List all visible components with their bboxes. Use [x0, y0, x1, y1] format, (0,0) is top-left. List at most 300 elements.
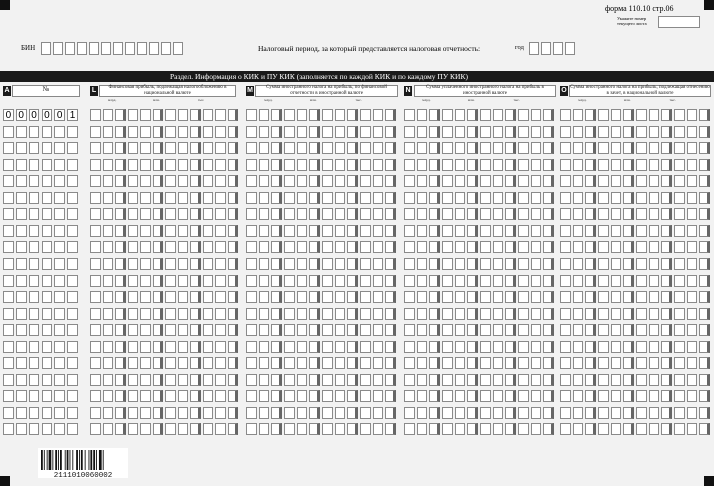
- amount-digit-cell[interactable]: [103, 175, 114, 187]
- row-number-cell[interactable]: 0: [3, 109, 14, 121]
- amount-digit-cell[interactable]: [623, 192, 634, 204]
- amount-digit-cell[interactable]: [322, 341, 333, 353]
- amount-digit-cell[interactable]: [573, 390, 584, 402]
- amount-digit-cell[interactable]: [429, 241, 440, 253]
- amount-digit-cell[interactable]: [442, 142, 453, 154]
- amount-digit-cell[interactable]: [115, 126, 126, 138]
- amount-digit-cell[interactable]: [309, 241, 320, 253]
- amount-digit-cell[interactable]: [611, 324, 622, 336]
- amount-digit-cell[interactable]: [480, 159, 491, 171]
- amount-digit-cell[interactable]: [165, 374, 176, 386]
- amount-digit-cell[interactable]: [543, 390, 554, 402]
- row-number-cell[interactable]: [16, 258, 27, 270]
- amount-digit-cell[interactable]: [623, 126, 634, 138]
- amount-digit-cell[interactable]: [623, 258, 634, 270]
- amount-digit-cell[interactable]: [284, 241, 295, 253]
- amount-digit-cell[interactable]: [429, 324, 440, 336]
- amount-digit-cell[interactable]: [560, 192, 571, 204]
- amount-digit-cell[interactable]: [178, 142, 189, 154]
- amount-digit-cell[interactable]: [404, 308, 415, 320]
- amount-digit-cell[interactable]: [322, 208, 333, 220]
- amount-digit-cell[interactable]: [543, 159, 554, 171]
- amount-digit-cell[interactable]: [598, 308, 609, 320]
- amount-digit-cell[interactable]: [467, 275, 478, 287]
- amount-digit-cell[interactable]: [271, 390, 282, 402]
- amount-digit-cell[interactable]: [455, 159, 466, 171]
- amount-digit-cell[interactable]: [165, 275, 176, 287]
- amount-digit-cell[interactable]: [585, 109, 596, 121]
- amount-digit-cell[interactable]: [360, 374, 371, 386]
- amount-digit-cell[interactable]: [455, 208, 466, 220]
- amount-digit-cell[interactable]: [347, 126, 358, 138]
- amount-digit-cell[interactable]: [178, 390, 189, 402]
- amount-digit-cell[interactable]: [215, 407, 226, 419]
- amount-digit-cell[interactable]: [543, 374, 554, 386]
- amount-digit-cell[interactable]: [687, 407, 698, 419]
- amount-digit-cell[interactable]: [649, 374, 660, 386]
- amount-digit-cell[interactable]: [429, 175, 440, 187]
- row-number-cell[interactable]: [16, 241, 27, 253]
- amount-digit-cell[interactable]: [259, 357, 270, 369]
- amount-digit-cell[interactable]: [335, 225, 346, 237]
- amount-digit-cell[interactable]: [649, 258, 660, 270]
- amount-digit-cell[interactable]: [215, 159, 226, 171]
- amount-digit-cell[interactable]: [598, 175, 609, 187]
- row-number-cell[interactable]: [29, 241, 40, 253]
- amount-digit-cell[interactable]: [385, 126, 396, 138]
- row-number-cell[interactable]: [54, 291, 65, 303]
- amount-digit-cell[interactable]: [493, 192, 504, 204]
- amount-digit-cell[interactable]: [203, 109, 214, 121]
- amount-digit-cell[interactable]: [573, 159, 584, 171]
- amount-digit-cell[interactable]: [153, 241, 164, 253]
- amount-digit-cell[interactable]: [518, 192, 529, 204]
- amount-digit-cell[interactable]: [531, 357, 542, 369]
- amount-digit-cell[interactable]: [335, 357, 346, 369]
- row-number-cell[interactable]: [16, 374, 27, 386]
- amount-digit-cell[interactable]: [115, 374, 126, 386]
- amount-digit-cell[interactable]: [271, 341, 282, 353]
- amount-digit-cell[interactable]: [417, 159, 428, 171]
- amount-digit-cell[interactable]: [493, 275, 504, 287]
- amount-digit-cell[interactable]: [505, 374, 516, 386]
- amount-digit-cell[interactable]: [467, 390, 478, 402]
- amount-digit-cell[interactable]: [531, 291, 542, 303]
- amount-digit-cell[interactable]: [467, 126, 478, 138]
- amount-digit-cell[interactable]: [360, 390, 371, 402]
- amount-digit-cell[interactable]: [297, 341, 308, 353]
- amount-digit-cell[interactable]: [687, 291, 698, 303]
- amount-digit-cell[interactable]: [442, 357, 453, 369]
- amount-digit-cell[interactable]: [228, 275, 239, 287]
- amount-digit-cell[interactable]: [347, 208, 358, 220]
- amount-digit-cell[interactable]: [228, 208, 239, 220]
- row-number-cell[interactable]: [54, 208, 65, 220]
- amount-digit-cell[interactable]: [661, 142, 672, 154]
- amount-digit-cell[interactable]: [518, 258, 529, 270]
- amount-digit-cell[interactable]: [385, 225, 396, 237]
- amount-digit-cell[interactable]: [585, 175, 596, 187]
- bin-digit-cell[interactable]: [149, 42, 159, 55]
- amount-digit-cell[interactable]: [611, 357, 622, 369]
- amount-digit-cell[interactable]: [661, 258, 672, 270]
- amount-digit-cell[interactable]: [271, 208, 282, 220]
- amount-digit-cell[interactable]: [115, 142, 126, 154]
- amount-digit-cell[interactable]: [153, 126, 164, 138]
- amount-digit-cell[interactable]: [246, 109, 257, 121]
- amount-digit-cell[interactable]: [90, 374, 101, 386]
- amount-digit-cell[interactable]: [178, 374, 189, 386]
- amount-digit-cell[interactable]: [373, 175, 384, 187]
- amount-digit-cell[interactable]: [493, 324, 504, 336]
- amount-digit-cell[interactable]: [153, 374, 164, 386]
- bin-digit-cell[interactable]: [125, 42, 135, 55]
- amount-digit-cell[interactable]: [518, 241, 529, 253]
- amount-digit-cell[interactable]: [649, 175, 660, 187]
- amount-digit-cell[interactable]: [598, 159, 609, 171]
- amount-digit-cell[interactable]: [259, 390, 270, 402]
- amount-digit-cell[interactable]: [203, 142, 214, 154]
- amount-digit-cell[interactable]: [455, 324, 466, 336]
- amount-digit-cell[interactable]: [404, 341, 415, 353]
- amount-digit-cell[interactable]: [480, 308, 491, 320]
- amount-digit-cell[interactable]: [271, 374, 282, 386]
- amount-digit-cell[interactable]: [228, 407, 239, 419]
- amount-digit-cell[interactable]: [347, 225, 358, 237]
- amount-digit-cell[interactable]: [385, 192, 396, 204]
- amount-digit-cell[interactable]: [309, 175, 320, 187]
- row-number-cell[interactable]: [42, 374, 53, 386]
- amount-digit-cell[interactable]: [165, 341, 176, 353]
- amount-digit-cell[interactable]: [90, 208, 101, 220]
- amount-digit-cell[interactable]: [480, 275, 491, 287]
- amount-digit-cell[interactable]: [90, 357, 101, 369]
- amount-digit-cell[interactable]: [417, 407, 428, 419]
- amount-digit-cell[interactable]: [128, 175, 139, 187]
- amount-digit-cell[interactable]: [467, 341, 478, 353]
- amount-digit-cell[interactable]: [322, 390, 333, 402]
- year-digit-cell[interactable]: [565, 42, 575, 55]
- amount-digit-cell[interactable]: [190, 142, 201, 154]
- amount-digit-cell[interactable]: [493, 341, 504, 353]
- amount-digit-cell[interactable]: [661, 192, 672, 204]
- amount-digit-cell[interactable]: [322, 126, 333, 138]
- amount-digit-cell[interactable]: [598, 275, 609, 287]
- amount-digit-cell[interactable]: [429, 225, 440, 237]
- amount-digit-cell[interactable]: [90, 109, 101, 121]
- amount-digit-cell[interactable]: [335, 374, 346, 386]
- amount-digit-cell[interactable]: [429, 142, 440, 154]
- amount-digit-cell[interactable]: [347, 341, 358, 353]
- amount-digit-cell[interactable]: [228, 225, 239, 237]
- amount-digit-cell[interactable]: [543, 258, 554, 270]
- amount-digit-cell[interactable]: [417, 241, 428, 253]
- row-number-cell[interactable]: [42, 192, 53, 204]
- amount-digit-cell[interactable]: [309, 324, 320, 336]
- amount-digit-cell[interactable]: [636, 275, 647, 287]
- row-number-cell[interactable]: [16, 308, 27, 320]
- amount-digit-cell[interactable]: [115, 324, 126, 336]
- amount-digit-cell[interactable]: [505, 291, 516, 303]
- amount-digit-cell[interactable]: [661, 291, 672, 303]
- amount-digit-cell[interactable]: [322, 142, 333, 154]
- amount-digit-cell[interactable]: [90, 126, 101, 138]
- amount-digit-cell[interactable]: [322, 291, 333, 303]
- amount-digit-cell[interactable]: [493, 407, 504, 419]
- amount-digit-cell[interactable]: [518, 423, 529, 435]
- amount-digit-cell[interactable]: [360, 341, 371, 353]
- amount-digit-cell[interactable]: [429, 126, 440, 138]
- amount-digit-cell[interactable]: [190, 241, 201, 253]
- amount-digit-cell[interactable]: [228, 374, 239, 386]
- amount-digit-cell[interactable]: [385, 423, 396, 435]
- amount-digit-cell[interactable]: [271, 324, 282, 336]
- amount-digit-cell[interactable]: [467, 109, 478, 121]
- amount-digit-cell[interactable]: [543, 109, 554, 121]
- amount-digit-cell[interactable]: [322, 258, 333, 270]
- amount-digit-cell[interactable]: [429, 291, 440, 303]
- amount-digit-cell[interactable]: [215, 374, 226, 386]
- amount-digit-cell[interactable]: [360, 291, 371, 303]
- bin-digit-cell[interactable]: [41, 42, 51, 55]
- amount-digit-cell[interactable]: [115, 341, 126, 353]
- amount-digit-cell[interactable]: [417, 258, 428, 270]
- amount-digit-cell[interactable]: [442, 374, 453, 386]
- amount-digit-cell[interactable]: [215, 341, 226, 353]
- amount-digit-cell[interactable]: [178, 275, 189, 287]
- amount-digit-cell[interactable]: [215, 423, 226, 435]
- amount-digit-cell[interactable]: [284, 308, 295, 320]
- row-number-cell[interactable]: [42, 275, 53, 287]
- amount-digit-cell[interactable]: [90, 291, 101, 303]
- amount-digit-cell[interactable]: [228, 258, 239, 270]
- amount-digit-cell[interactable]: [623, 208, 634, 220]
- amount-digit-cell[interactable]: [165, 225, 176, 237]
- amount-digit-cell[interactable]: [385, 142, 396, 154]
- amount-digit-cell[interactable]: [140, 423, 151, 435]
- amount-digit-cell[interactable]: [259, 241, 270, 253]
- amount-digit-cell[interactable]: [585, 142, 596, 154]
- amount-digit-cell[interactable]: [284, 159, 295, 171]
- amount-digit-cell[interactable]: [373, 208, 384, 220]
- row-number-cell[interactable]: [54, 357, 65, 369]
- amount-digit-cell[interactable]: [203, 324, 214, 336]
- amount-digit-cell[interactable]: [335, 258, 346, 270]
- amount-digit-cell[interactable]: [228, 241, 239, 253]
- amount-digit-cell[interactable]: [322, 374, 333, 386]
- row-number-cell[interactable]: 0: [54, 109, 65, 121]
- amount-digit-cell[interactable]: [649, 390, 660, 402]
- amount-digit-cell[interactable]: [360, 126, 371, 138]
- amount-digit-cell[interactable]: [493, 291, 504, 303]
- amount-digit-cell[interactable]: [360, 324, 371, 336]
- amount-digit-cell[interactable]: [480, 241, 491, 253]
- amount-digit-cell[interactable]: [649, 225, 660, 237]
- row-number-cell[interactable]: [67, 291, 78, 303]
- amount-digit-cell[interactable]: [178, 357, 189, 369]
- amount-digit-cell[interactable]: [687, 142, 698, 154]
- amount-digit-cell[interactable]: [531, 241, 542, 253]
- amount-digit-cell[interactable]: [429, 258, 440, 270]
- amount-digit-cell[interactable]: [467, 291, 478, 303]
- amount-digit-cell[interactable]: [259, 374, 270, 386]
- amount-digit-cell[interactable]: [417, 208, 428, 220]
- amount-digit-cell[interactable]: [585, 208, 596, 220]
- amount-digit-cell[interactable]: [115, 109, 126, 121]
- amount-digit-cell[interactable]: [190, 291, 201, 303]
- amount-digit-cell[interactable]: [153, 275, 164, 287]
- amount-digit-cell[interactable]: [417, 225, 428, 237]
- amount-digit-cell[interactable]: [531, 192, 542, 204]
- amount-digit-cell[interactable]: [429, 390, 440, 402]
- amount-digit-cell[interactable]: [531, 142, 542, 154]
- amount-digit-cell[interactable]: [404, 390, 415, 402]
- amount-digit-cell[interactable]: [228, 423, 239, 435]
- amount-digit-cell[interactable]: [493, 374, 504, 386]
- row-number-cell[interactable]: [3, 192, 14, 204]
- amount-digit-cell[interactable]: [417, 374, 428, 386]
- amount-digit-cell[interactable]: [661, 159, 672, 171]
- row-number-cell[interactable]: [3, 126, 14, 138]
- amount-digit-cell[interactable]: [128, 374, 139, 386]
- amount-digit-cell[interactable]: [115, 175, 126, 187]
- amount-digit-cell[interactable]: [560, 208, 571, 220]
- amount-digit-cell[interactable]: [573, 109, 584, 121]
- amount-digit-cell[interactable]: [467, 407, 478, 419]
- row-number-cell[interactable]: [29, 341, 40, 353]
- amount-digit-cell[interactable]: [347, 175, 358, 187]
- amount-digit-cell[interactable]: [190, 258, 201, 270]
- amount-digit-cell[interactable]: [687, 308, 698, 320]
- amount-digit-cell[interactable]: [687, 258, 698, 270]
- amount-digit-cell[interactable]: [661, 341, 672, 353]
- amount-digit-cell[interactable]: [493, 175, 504, 187]
- amount-digit-cell[interactable]: [322, 407, 333, 419]
- row-number-cell[interactable]: [3, 175, 14, 187]
- amount-digit-cell[interactable]: [455, 407, 466, 419]
- amount-digit-cell[interactable]: [480, 175, 491, 187]
- amount-digit-cell[interactable]: [246, 159, 257, 171]
- amount-digit-cell[interactable]: [493, 159, 504, 171]
- row-number-cell[interactable]: [67, 308, 78, 320]
- amount-digit-cell[interactable]: [505, 159, 516, 171]
- row-number-cell[interactable]: [42, 241, 53, 253]
- amount-digit-cell[interactable]: [455, 275, 466, 287]
- amount-digit-cell[interactable]: [611, 241, 622, 253]
- year-digit-cell[interactable]: [529, 42, 539, 55]
- amount-digit-cell[interactable]: [215, 241, 226, 253]
- row-number-cell[interactable]: [67, 225, 78, 237]
- amount-digit-cell[interactable]: [467, 258, 478, 270]
- amount-digit-cell[interactable]: [360, 175, 371, 187]
- amount-digit-cell[interactable]: [573, 308, 584, 320]
- amount-digit-cell[interactable]: [309, 423, 320, 435]
- amount-digit-cell[interactable]: [297, 374, 308, 386]
- amount-digit-cell[interactable]: [140, 126, 151, 138]
- amount-digit-cell[interactable]: [623, 291, 634, 303]
- amount-digit-cell[interactable]: [480, 225, 491, 237]
- amount-digit-cell[interactable]: [203, 407, 214, 419]
- amount-digit-cell[interactable]: [228, 308, 239, 320]
- amount-digit-cell[interactable]: [455, 374, 466, 386]
- amount-digit-cell[interactable]: [661, 241, 672, 253]
- amount-digit-cell[interactable]: [699, 241, 710, 253]
- amount-digit-cell[interactable]: [335, 341, 346, 353]
- amount-digit-cell[interactable]: [246, 241, 257, 253]
- amount-digit-cell[interactable]: [190, 126, 201, 138]
- amount-digit-cell[interactable]: [203, 308, 214, 320]
- amount-digit-cell[interactable]: [284, 324, 295, 336]
- amount-digit-cell[interactable]: [103, 126, 114, 138]
- amount-digit-cell[interactable]: [335, 208, 346, 220]
- amount-digit-cell[interactable]: [560, 390, 571, 402]
- amount-digit-cell[interactable]: [493, 225, 504, 237]
- amount-digit-cell[interactable]: [259, 225, 270, 237]
- amount-digit-cell[interactable]: [560, 374, 571, 386]
- amount-digit-cell[interactable]: [573, 126, 584, 138]
- amount-digit-cell[interactable]: [636, 159, 647, 171]
- amount-digit-cell[interactable]: [246, 374, 257, 386]
- amount-digit-cell[interactable]: [385, 109, 396, 121]
- amount-digit-cell[interactable]: [649, 142, 660, 154]
- amount-digit-cell[interactable]: [228, 341, 239, 353]
- amount-digit-cell[interactable]: [165, 423, 176, 435]
- row-number-cell[interactable]: [29, 192, 40, 204]
- amount-digit-cell[interactable]: [128, 291, 139, 303]
- amount-digit-cell[interactable]: [543, 175, 554, 187]
- amount-digit-cell[interactable]: [190, 357, 201, 369]
- row-number-cell[interactable]: [16, 159, 27, 171]
- amount-digit-cell[interactable]: [203, 291, 214, 303]
- amount-digit-cell[interactable]: [636, 407, 647, 419]
- amount-digit-cell[interactable]: [442, 308, 453, 320]
- amount-digit-cell[interactable]: [573, 208, 584, 220]
- amount-digit-cell[interactable]: [674, 258, 685, 270]
- row-number-cell[interactable]: [3, 341, 14, 353]
- amount-digit-cell[interactable]: [165, 208, 176, 220]
- amount-digit-cell[interactable]: [467, 241, 478, 253]
- amount-digit-cell[interactable]: [674, 390, 685, 402]
- amount-digit-cell[interactable]: [373, 291, 384, 303]
- amount-digit-cell[interactable]: [611, 175, 622, 187]
- amount-digit-cell[interactable]: [429, 192, 440, 204]
- row-number-cell[interactable]: [3, 275, 14, 287]
- amount-digit-cell[interactable]: [140, 241, 151, 253]
- amount-digit-cell[interactable]: [215, 258, 226, 270]
- amount-digit-cell[interactable]: [309, 208, 320, 220]
- page-number-field[interactable]: [658, 16, 700, 28]
- amount-digit-cell[interactable]: [573, 291, 584, 303]
- amount-digit-cell[interactable]: [203, 208, 214, 220]
- amount-digit-cell[interactable]: [543, 225, 554, 237]
- amount-digit-cell[interactable]: [271, 291, 282, 303]
- amount-digit-cell[interactable]: [404, 208, 415, 220]
- amount-digit-cell[interactable]: [297, 423, 308, 435]
- amount-digit-cell[interactable]: [699, 225, 710, 237]
- amount-digit-cell[interactable]: [115, 159, 126, 171]
- amount-digit-cell[interactable]: [178, 175, 189, 187]
- amount-digit-cell[interactable]: [442, 126, 453, 138]
- row-number-cell[interactable]: [3, 258, 14, 270]
- amount-digit-cell[interactable]: [140, 208, 151, 220]
- amount-digit-cell[interactable]: [190, 109, 201, 121]
- amount-digit-cell[interactable]: [442, 275, 453, 287]
- row-number-cell[interactable]: [3, 390, 14, 402]
- row-number-cell[interactable]: [42, 341, 53, 353]
- amount-digit-cell[interactable]: [259, 291, 270, 303]
- amount-digit-cell[interactable]: [467, 142, 478, 154]
- amount-digit-cell[interactable]: [518, 341, 529, 353]
